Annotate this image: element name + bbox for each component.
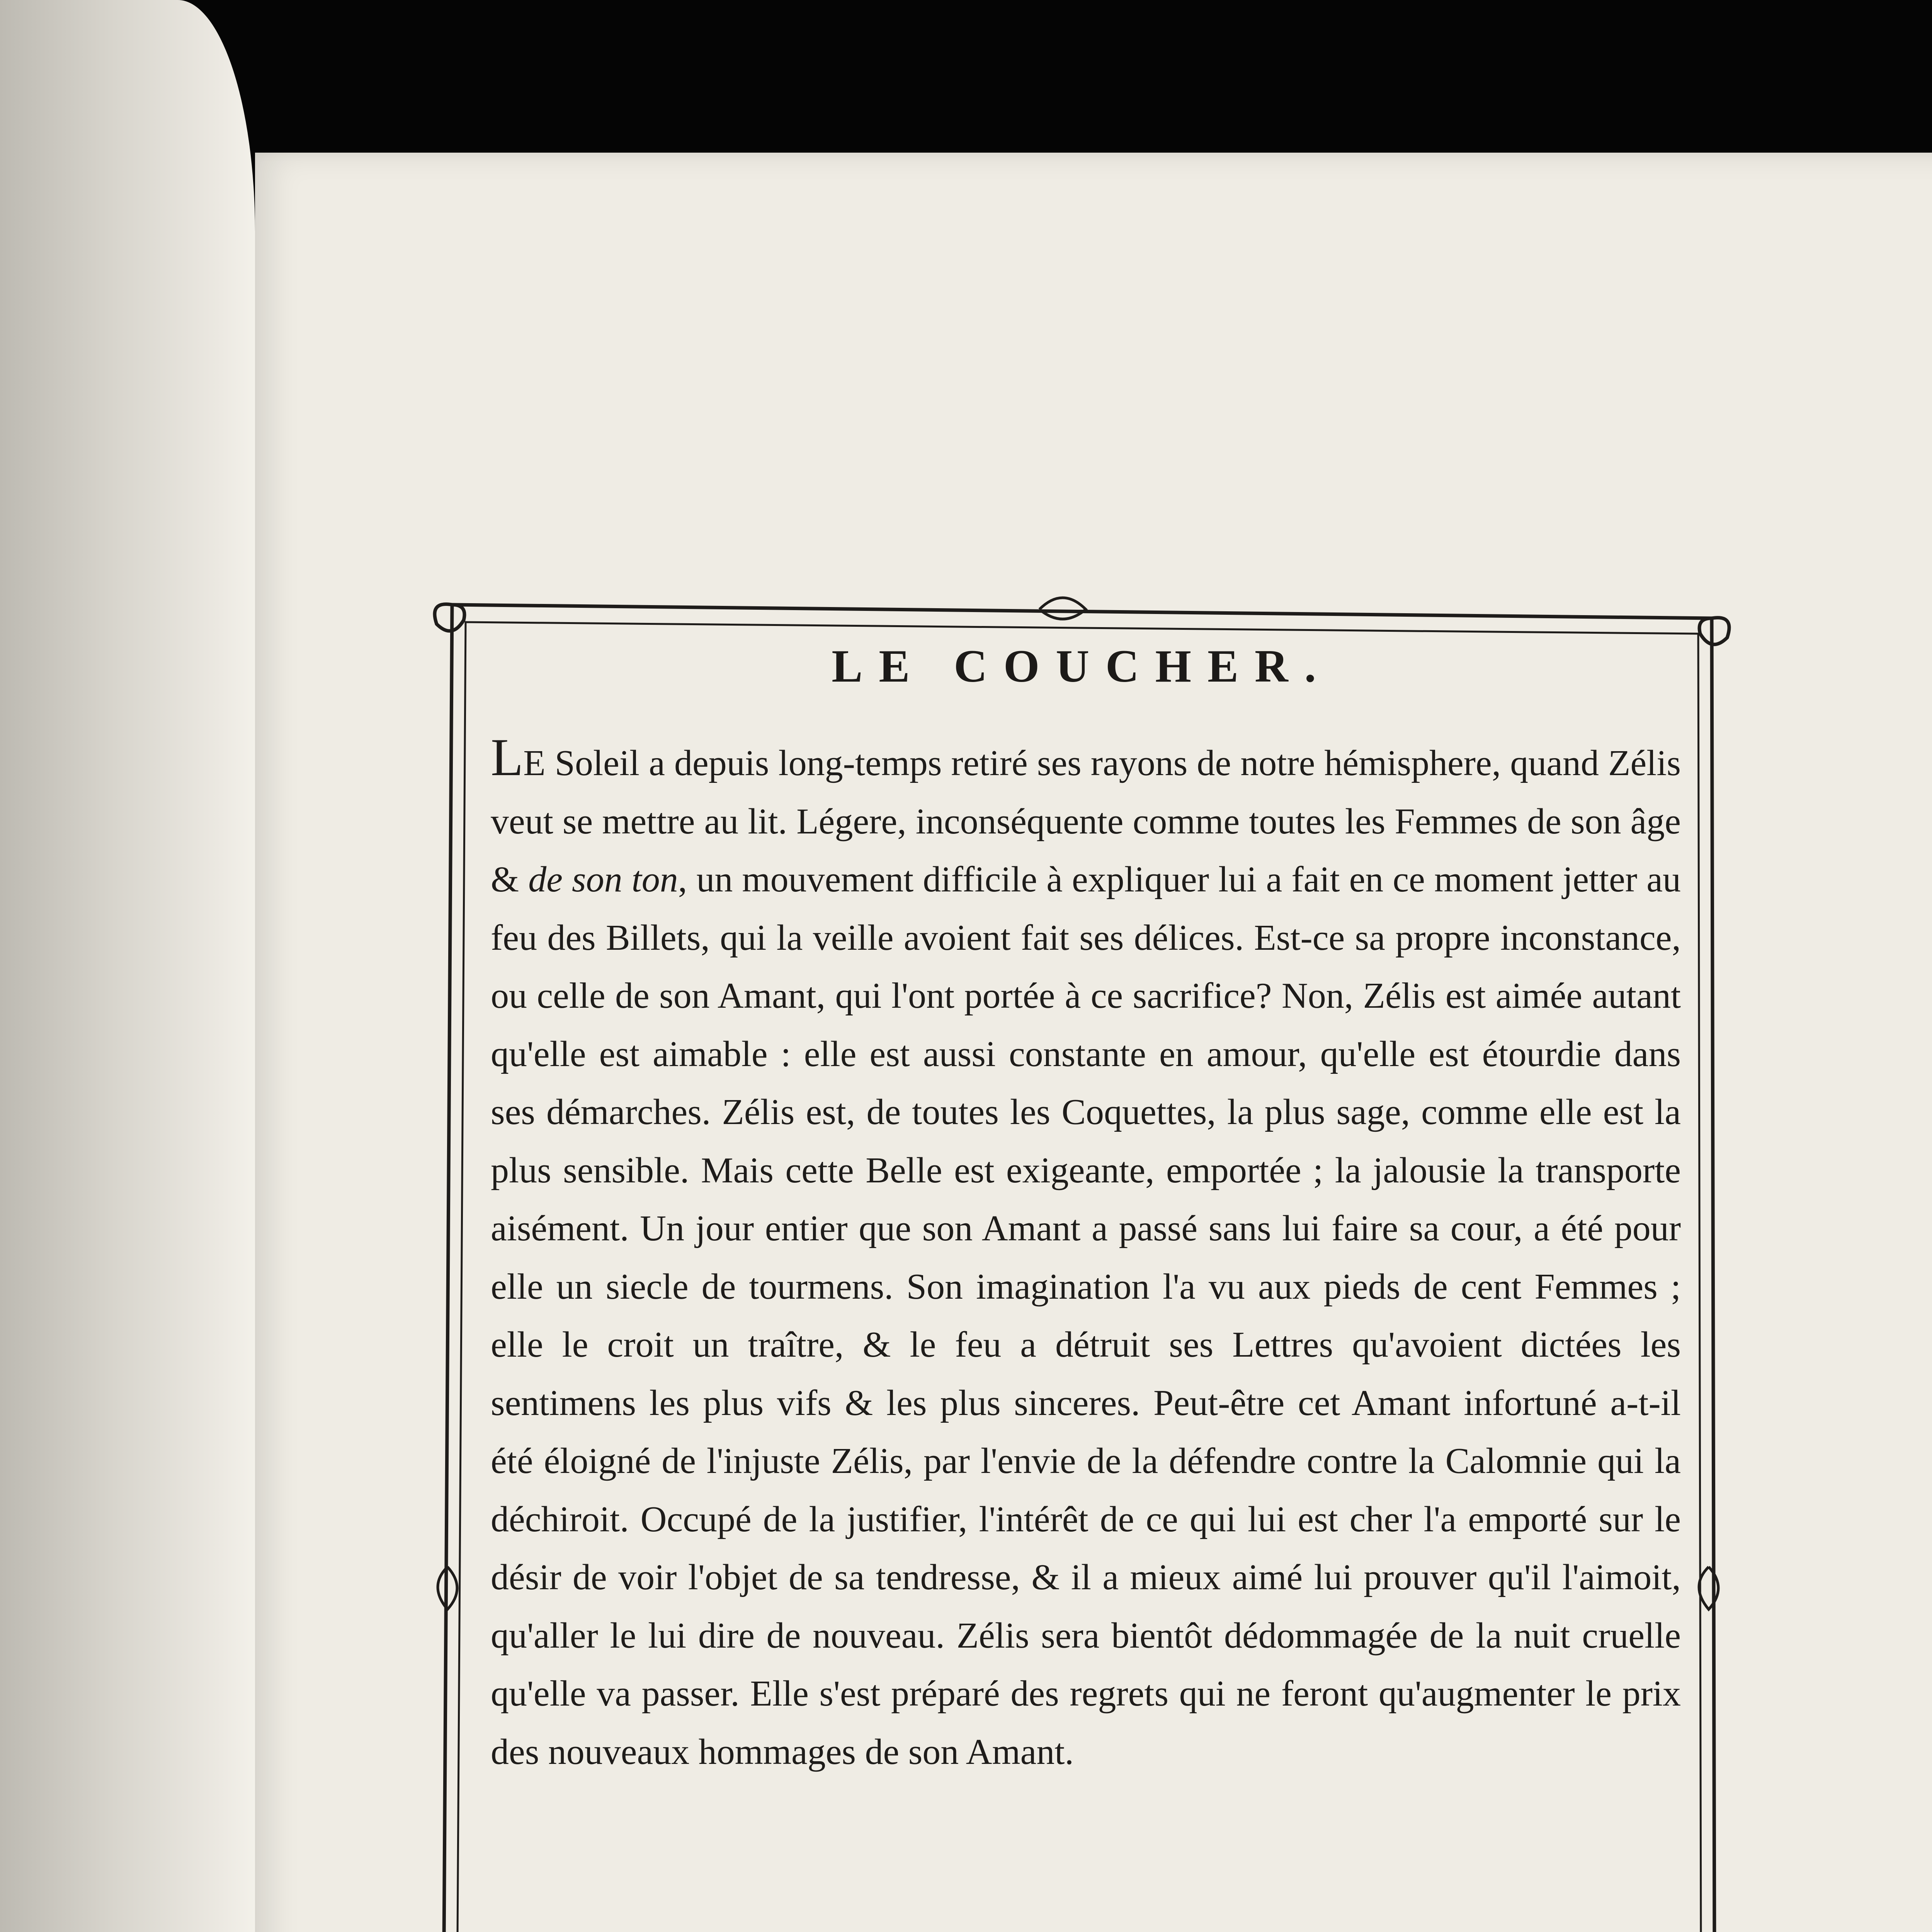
facing-page-curl	[0, 0, 255, 1932]
body-opening: E Soleil a depuis long-temps retiré ses rayons de notre hémisphere, quand Zélis veut se mettre au lit. Légere, inconséquente comme toutes les Femmes de son âge &	[491, 743, 1681, 900]
drop-cap: L	[491, 728, 524, 787]
body-paragraph	[491, 728, 1681, 1781]
body-rest: , un mouvement difficile à expliquer lui a fait en ce moment jetter au feu des Billets, qui la veille avoient fait ses délices. Est-ce sa propre inconstance, ou celle de son Amant, qui l'ont portée à ce sacrifice? Non, Zélis est aimée autant qu'elle est aimable : elle est aussi constante en amour, qu'elle est étourdie dans ses démarches. Zélis est, de toutes les Coquettes, la plus sage, comme elle est la plus sensible. Mais cette Belle est exigeante, emportée ; la jalousie la transporte aisément. Un jour entier que son Amant a passé sans lui faire sa cour, a été pour elle un siecle de tourmens. Son imagination l'a vu aux pieds de cent Femmes ; elle le croit un traître, & le feu a détruit ses Lettres qu'avoient dictées les sentimens les plus vifs & les plus sinceres. Peut-être cet Amant infortuné a-t-il été éloigné de l'injuste Zélis, par l'envie de la défendre contre la Calomnie qui la déchiroit. Occupé de la justifier, l'intérêt de ce qui lui est cher l'a emporté sur le désir de voir l'objet de sa tendresse, & il a mieux aimé lui prouver qu'il l'aimoit, qu'aller le lui dire de nouveau. Zélis sera bientôt dédommagée de la nuit cruelle qu'elle va passer. Elle s'est préparé des regrets qui ne feront qu'augmenter le prix des nouveaux hommages de son Amant.	[491, 859, 1681, 1772]
page-title: LE COUCHER.	[832, 640, 1332, 692]
body-italic-phrase: de son ton	[528, 859, 678, 900]
